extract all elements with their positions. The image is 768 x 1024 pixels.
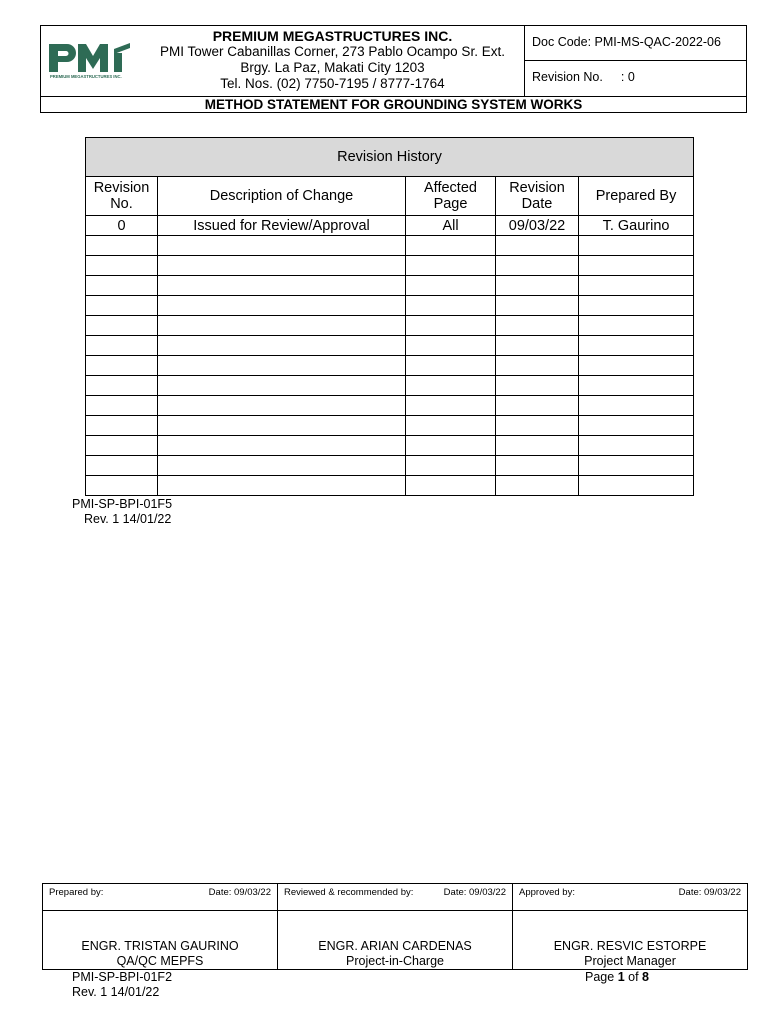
table-cell bbox=[86, 336, 158, 356]
table-cell bbox=[86, 356, 158, 376]
prepared-role: QA/QC MEPFS bbox=[116, 954, 204, 968]
revision-value: : 0 bbox=[620, 70, 635, 84]
table-cell bbox=[86, 416, 158, 436]
reviewed-meta bbox=[278, 884, 513, 911]
table-row bbox=[86, 436, 694, 456]
table-row bbox=[86, 256, 694, 276]
approved-meta bbox=[513, 884, 748, 911]
address-line-2: Brgy. La Paz, Makati City 1203 bbox=[240, 60, 425, 75]
table-cell bbox=[406, 416, 496, 436]
address-line-1: PMI Tower Cabanillas Corner, 273 Pablo Ocampo Sr. Ext. bbox=[160, 44, 505, 59]
table-cell bbox=[496, 396, 579, 416]
table-cell bbox=[579, 236, 694, 256]
company-info bbox=[141, 26, 524, 96]
table-cell bbox=[579, 336, 694, 356]
table-cell bbox=[406, 276, 496, 296]
table-cell: All bbox=[406, 216, 496, 236]
reviewed-role: Project-in-Charge bbox=[346, 954, 444, 968]
page-total: 8 bbox=[642, 970, 649, 984]
doc-code: Doc Code: PMI-MS-QAC-2022-06 bbox=[525, 26, 746, 61]
table-cell bbox=[158, 356, 406, 376]
revision-label: Revision No. bbox=[532, 70, 603, 84]
column-header: Description of Change bbox=[158, 177, 406, 216]
table-cell bbox=[86, 316, 158, 336]
table-cell bbox=[406, 356, 496, 376]
table-cell bbox=[158, 336, 406, 356]
table-cell bbox=[406, 296, 496, 316]
table-cell: T. Gaurino bbox=[579, 216, 694, 236]
table-row bbox=[86, 236, 694, 256]
table-cell bbox=[579, 396, 694, 416]
table-cell bbox=[496, 276, 579, 296]
table-cell bbox=[86, 436, 158, 456]
approved-date: Date: 09/03/22 bbox=[678, 887, 741, 898]
table-row bbox=[86, 336, 694, 356]
company-name: PREMIUM MEGASTRUCTURES INC. bbox=[212, 28, 453, 44]
table-cell bbox=[406, 436, 496, 456]
table-cell bbox=[406, 396, 496, 416]
page-current: 1 bbox=[617, 970, 625, 984]
table-cell bbox=[496, 256, 579, 276]
page-number bbox=[585, 970, 649, 984]
table-cell bbox=[406, 316, 496, 336]
table-row bbox=[86, 276, 694, 296]
table-cell bbox=[579, 296, 694, 316]
table-cell bbox=[496, 316, 579, 336]
table-row bbox=[86, 416, 694, 436]
column-header: Prepared By bbox=[579, 177, 694, 216]
footer-form-code bbox=[72, 970, 172, 1000]
table-cell bbox=[406, 476, 496, 496]
form-revision: Rev. 1 14/01/22 bbox=[84, 512, 172, 526]
form-code: PMI-SP-BPI-01F2 bbox=[72, 970, 173, 984]
table-cell bbox=[496, 336, 579, 356]
approved-role: Project Manager bbox=[584, 954, 676, 968]
column-header: Revision Date bbox=[496, 177, 579, 216]
company-logo bbox=[41, 26, 141, 96]
table-cell bbox=[158, 236, 406, 256]
table-caption: Revision History bbox=[86, 138, 694, 177]
table-cell bbox=[158, 436, 406, 456]
table-cell bbox=[496, 436, 579, 456]
reviewed-date: Date: 09/03/22 bbox=[443, 887, 506, 898]
table-cell bbox=[86, 476, 158, 496]
table-row bbox=[86, 376, 694, 396]
revision-history-table bbox=[85, 137, 694, 496]
table-row bbox=[86, 456, 694, 476]
table-cell bbox=[496, 376, 579, 396]
table-cell bbox=[86, 256, 158, 276]
prepared-name: ENGR. TRISTAN GAURINO bbox=[81, 939, 239, 953]
table-cell bbox=[579, 376, 694, 396]
prepared-signatory bbox=[43, 911, 278, 970]
document-header bbox=[40, 25, 747, 113]
page-of: of bbox=[628, 970, 639, 984]
table-cell bbox=[158, 296, 406, 316]
table-cell bbox=[86, 396, 158, 416]
approved-name: ENGR. RESVIC ESTORPE bbox=[553, 939, 707, 953]
table-cell bbox=[158, 256, 406, 276]
table-cell bbox=[496, 456, 579, 476]
table-row bbox=[86, 396, 694, 416]
table-cell bbox=[158, 476, 406, 496]
approved-label: Approved by: bbox=[519, 887, 575, 898]
table-cell bbox=[496, 236, 579, 256]
column-header: Revision No. bbox=[86, 177, 158, 216]
doc-meta bbox=[524, 26, 746, 96]
table-form-code bbox=[72, 497, 172, 527]
table-cell: Issued for Review/Approval bbox=[158, 216, 406, 236]
form-revision: Rev. 1 14/01/22 bbox=[72, 985, 160, 999]
table-cell bbox=[496, 416, 579, 436]
table-cell bbox=[579, 356, 694, 376]
table-cell: 0 bbox=[86, 216, 158, 236]
reviewed-name: ENGR. ARIAN CARDENAS bbox=[318, 939, 472, 953]
table-cell bbox=[158, 376, 406, 396]
column-header: Affected Page bbox=[406, 177, 496, 216]
signoff-table bbox=[42, 883, 748, 970]
reviewed-label: Reviewed & recommended by: bbox=[284, 887, 414, 898]
table-cell bbox=[406, 236, 496, 256]
table-cell bbox=[406, 376, 496, 396]
table-row bbox=[86, 216, 694, 236]
table-cell bbox=[496, 296, 579, 316]
prepared-date: Date: 09/03/22 bbox=[208, 887, 271, 898]
table-cell bbox=[579, 256, 694, 276]
table-cell bbox=[579, 276, 694, 296]
document-title: METHOD STATEMENT FOR GROUNDING SYSTEM WORKS bbox=[41, 96, 746, 112]
table-row bbox=[86, 356, 694, 376]
reviewed-signatory bbox=[278, 911, 513, 970]
telephone: Tel. Nos. (02) 7750-7195 / 8777-1764 bbox=[220, 76, 445, 91]
table-cell bbox=[496, 476, 579, 496]
table-cell bbox=[86, 276, 158, 296]
revision-no bbox=[525, 61, 746, 84]
table-cell: 09/03/22 bbox=[496, 216, 579, 236]
table-cell bbox=[158, 316, 406, 336]
table-row bbox=[86, 476, 694, 496]
table-row bbox=[86, 316, 694, 336]
table-row bbox=[86, 296, 694, 316]
table-cell bbox=[158, 416, 406, 436]
table-cell bbox=[579, 456, 694, 476]
table-cell bbox=[406, 336, 496, 356]
form-code: PMI-SP-BPI-01F5 bbox=[72, 497, 173, 511]
table-cell bbox=[579, 316, 694, 336]
table-cell bbox=[86, 236, 158, 256]
prepared-meta bbox=[43, 884, 278, 911]
table-cell bbox=[579, 476, 694, 496]
prepared-label: Prepared by: bbox=[49, 887, 104, 898]
table-cell bbox=[86, 456, 158, 476]
table-cell bbox=[406, 456, 496, 476]
logo-tagline: PREMIUM MEGASTRUCTURES INC. bbox=[50, 74, 122, 79]
table-cell bbox=[86, 376, 158, 396]
page-prefix: Page bbox=[585, 970, 615, 984]
table-cell bbox=[579, 416, 694, 436]
table-cell bbox=[406, 256, 496, 276]
table-body bbox=[86, 216, 694, 496]
table-cell bbox=[158, 276, 406, 296]
table-cell bbox=[496, 356, 579, 376]
table-cell bbox=[158, 456, 406, 476]
table-cell bbox=[158, 396, 406, 416]
table-cell bbox=[579, 436, 694, 456]
approved-signatory bbox=[513, 911, 748, 970]
table-cell bbox=[86, 296, 158, 316]
